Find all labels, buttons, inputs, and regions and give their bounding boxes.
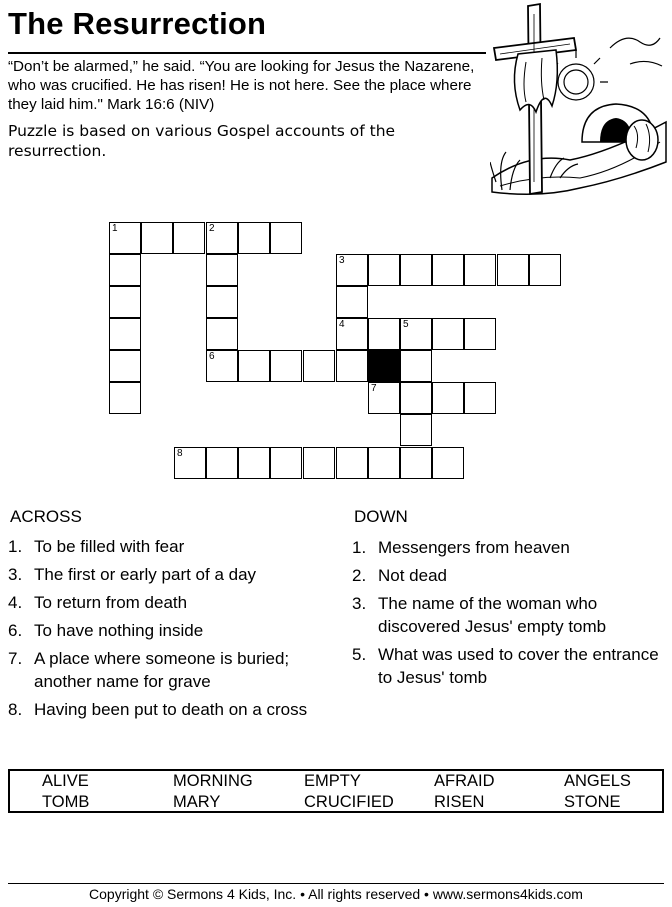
down-clue	[352, 592, 660, 638]
crossword-cell[interactable]	[206, 286, 238, 318]
crossword-cell[interactable]	[368, 447, 400, 479]
clue-number: 6.	[8, 621, 23, 640]
crossword-cell[interactable]	[400, 254, 432, 286]
word-bank-item: ANGELS	[564, 772, 631, 790]
cross-and-tomb-illustration	[490, 2, 668, 200]
crossword-cell[interactable]	[400, 318, 432, 350]
crossword-cell[interactable]	[432, 447, 464, 479]
crossword-cell[interactable]	[141, 222, 173, 254]
crossword-cell[interactable]	[174, 447, 206, 479]
across-clue	[8, 647, 324, 693]
crossword-cell[interactable]	[400, 382, 432, 414]
clue-number: 7.	[8, 649, 23, 668]
word-bank-item: MARY	[173, 793, 221, 811]
crossword-cell[interactable]	[206, 447, 238, 479]
clue-number: 2.	[352, 566, 367, 585]
clue-number: 8.	[8, 700, 23, 719]
clue-number: 4	[339, 319, 345, 330]
clue-number: 1.	[352, 538, 367, 557]
copyright-footer: Copyright © Sermons 4 Kids, Inc. • All rights reserved • www.sermons4kids.com	[89, 886, 583, 902]
word-bank-item: TOMB	[42, 793, 90, 811]
crossword-cell[interactable]	[400, 350, 432, 382]
crossword-cell[interactable]	[529, 254, 561, 286]
footer-rule	[8, 883, 664, 884]
clue-text: The first or early part of a day	[34, 565, 257, 584]
crossword-cell[interactable]	[270, 350, 302, 382]
crossword-cell[interactable]	[432, 254, 464, 286]
crossword-cell[interactable]	[336, 350, 368, 382]
crossword-cell[interactable]	[464, 254, 496, 286]
crossword-cell[interactable]	[173, 222, 205, 254]
clue-text: Not dead	[378, 566, 447, 585]
crossword-cell[interactable]	[336, 254, 368, 286]
word-bank-item: RISEN	[434, 793, 485, 811]
crossword-cell[interactable]	[238, 222, 270, 254]
puzzle-note: Puzzle is based on various Gospel accounts of the resurrection.	[8, 122, 396, 160]
crossword-cell[interactable]	[432, 318, 464, 350]
word-bank-item: STONE	[564, 793, 621, 811]
clue-number: 5.	[352, 645, 367, 664]
crossword-cell[interactable]	[109, 222, 141, 254]
clue-text: Having been put to death on a cross	[34, 700, 308, 719]
crossword-cell[interactable]	[238, 447, 270, 479]
clue-number: 2	[209, 223, 215, 234]
across-clue	[8, 563, 333, 586]
crossword-cell[interactable]	[432, 382, 464, 414]
crossword-cell[interactable]	[336, 447, 368, 479]
clue-number: 4.	[8, 593, 23, 612]
crossword-cell[interactable]	[206, 254, 238, 286]
crossword-cell[interactable]	[109, 318, 141, 350]
crossword-cell[interactable]	[368, 318, 400, 350]
across-heading: ACROSS	[10, 507, 82, 526]
clue-number: 3.	[352, 594, 367, 613]
down-clue	[352, 643, 660, 689]
clue-text: Messengers from heaven	[378, 538, 570, 557]
clue-number: 7	[371, 383, 377, 394]
crossword-cell[interactable]	[497, 254, 529, 286]
crossword-cell[interactable]	[109, 382, 141, 414]
clue-number: 1.	[8, 537, 23, 556]
down-clue	[352, 564, 652, 587]
crossword-cell[interactable]	[464, 318, 496, 350]
crossword-cell[interactable]	[109, 286, 141, 318]
crossword-cell[interactable]	[464, 382, 496, 414]
clue-number: 1	[112, 223, 118, 234]
crossword-cell[interactable]	[368, 254, 400, 286]
crossword-cell[interactable]	[336, 286, 368, 318]
clue-text: To have nothing inside	[34, 621, 204, 640]
crossword-cell[interactable]	[303, 447, 335, 479]
crossword-cell[interactable]	[400, 447, 432, 479]
crossword-cell[interactable]	[109, 254, 141, 286]
down-clue	[352, 536, 652, 559]
page-title: The Resurrection	[8, 6, 267, 41]
crossword-cell[interactable]	[400, 414, 432, 446]
across-clue	[8, 535, 333, 558]
crossword-cell[interactable]	[109, 350, 141, 382]
word-bank-item: MORNING	[173, 772, 253, 790]
crossword-cell[interactable]	[206, 222, 238, 254]
clue-number: 3.	[8, 565, 23, 584]
clue-number: 5	[403, 319, 409, 330]
word-bank-item: AFRAID	[434, 772, 495, 790]
word-bank-item: ALIVE	[42, 772, 89, 790]
crossword-cell[interactable]	[206, 350, 238, 382]
clue-text: A place where someone is buried; another name for grave	[34, 649, 290, 691]
crossword-cell[interactable]	[336, 318, 368, 350]
word-bank-item: CRUCIFIED	[304, 793, 394, 811]
word-bank-item: EMPTY	[304, 772, 361, 790]
clue-number: 3	[339, 255, 345, 266]
crossword-cell[interactable]	[238, 350, 270, 382]
clue-number: 6	[209, 351, 215, 362]
crossword-cell[interactable]	[270, 447, 302, 479]
clue-number: 8	[177, 448, 183, 459]
title-rule	[8, 52, 486, 54]
crossword-cell[interactable]	[303, 350, 335, 382]
across-clue-list	[8, 535, 333, 726]
word-bank	[8, 769, 664, 813]
blocked-cell	[368, 350, 400, 382]
crossword-cell[interactable]	[206, 318, 238, 350]
scripture-verse: “Don’t be alarmed,” he said. “You are looking for Jesus the Nazarene, who was crucified. He has risen! He is not here. See the place where they laid him." Mark 16:6 (NIV)	[8, 58, 475, 113]
clue-text: What was used to cover the entrance to Jesus' tomb	[378, 645, 659, 687]
across-clue	[8, 619, 333, 642]
clue-text: The name of the woman who discovered Jesus' empty tomb	[378, 594, 607, 636]
crossword-cell[interactable]	[270, 222, 302, 254]
clue-text: To return from death	[34, 593, 188, 612]
crossword-cell[interactable]	[368, 382, 400, 414]
down-heading: DOWN	[354, 507, 408, 526]
across-clue	[8, 698, 324, 721]
down-clue-list	[352, 536, 659, 694]
across-clue	[8, 591, 333, 614]
clue-text: To be filled with fear	[34, 537, 185, 556]
